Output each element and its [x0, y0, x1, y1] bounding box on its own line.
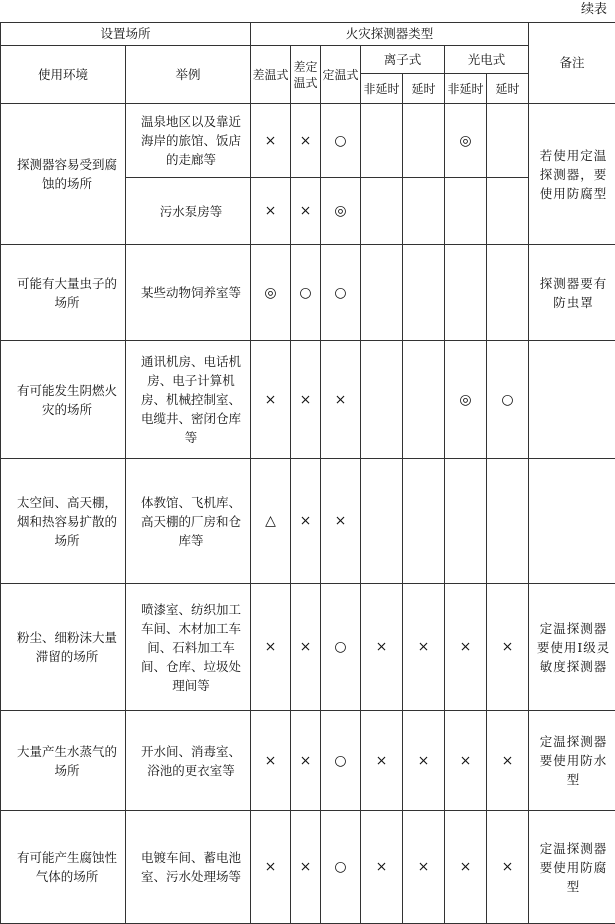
mark-cell: ×: [361, 584, 403, 711]
table-row: [1, 711, 615, 811]
mark-cell: ×: [403, 584, 445, 711]
remark-cell: [529, 341, 615, 459]
mark-cell: ○: [487, 341, 529, 459]
remark-cell: 定温探测器要使用防水型: [529, 711, 615, 811]
mark-cell: [445, 245, 487, 341]
header-detector-group: 火灾探测器类型: [251, 23, 529, 46]
mark-cell: ○: [321, 711, 361, 811]
table-row: [1, 104, 615, 178]
example-cell: 电镀车间、蓄电池室、污水处理场等: [126, 811, 251, 924]
mark-cell: ×: [321, 341, 361, 459]
mark-cell: ◎: [445, 341, 487, 459]
mark-cell: [361, 459, 403, 584]
mark-cell: ×: [291, 341, 321, 459]
remark-cell: 若使用定温探测器，要使用防腐型: [529, 104, 615, 245]
example-cell: 通讯机房、电话机房、电子计算机房、机械控制室、电缆井、密闭仓库等: [126, 341, 251, 459]
env-cell: 探测器容易受到腐蚀的场所: [1, 104, 126, 245]
mark-cell: ×: [361, 811, 403, 924]
mark-cell: ×: [251, 811, 291, 924]
mark-cell: ×: [445, 811, 487, 924]
mark-cell: [403, 245, 445, 341]
mark-cell: ×: [361, 711, 403, 811]
mark-cell: [445, 178, 487, 245]
mark-cell: [403, 104, 445, 178]
header-photo-non-delay: 非延时: [445, 74, 487, 104]
header-place-group: 设置场所: [1, 23, 251, 46]
header-fixed-temp: 定温式: [321, 46, 361, 104]
mark-cell: ×: [251, 104, 291, 178]
header-example: 举例: [126, 46, 251, 104]
env-cell: 有可能发生阴燃火灾的场所: [1, 341, 126, 459]
remark-cell: 定温探测器要使用Ⅰ级灵敏度探测器: [529, 584, 615, 711]
mark-cell: ×: [321, 459, 361, 584]
mark-cell: [361, 245, 403, 341]
mark-cell: ×: [291, 459, 321, 584]
example-cell: 污水泵房等: [126, 178, 251, 245]
mark-cell: [487, 245, 529, 341]
mark-cell: ×: [251, 711, 291, 811]
mark-cell: ×: [291, 104, 321, 178]
mark-cell: ×: [251, 178, 291, 245]
mark-cell: ◎: [445, 104, 487, 178]
header-diff-temp: 差温式: [251, 46, 291, 104]
mark-cell: ×: [487, 711, 529, 811]
env-cell: 可能有大量虫子的场所: [1, 245, 126, 341]
mark-cell: ○: [321, 104, 361, 178]
mark-cell: [403, 178, 445, 245]
env-cell: 太空间、高天棚，烟和热容易扩散的场所: [1, 459, 126, 584]
header-photo-delay: 延时: [487, 74, 529, 104]
mark-cell: [361, 341, 403, 459]
mark-cell: ×: [251, 341, 291, 459]
header-diff-fixed: 差定温式: [291, 46, 321, 104]
mark-cell: [445, 459, 487, 584]
header-ion-non-delay: 非延时: [361, 74, 403, 104]
detector-table: [0, 22, 615, 924]
mark-cell: ×: [445, 711, 487, 811]
header-ion: 离子式: [361, 46, 445, 74]
mark-cell: ○: [321, 584, 361, 711]
mark-cell: ○: [321, 245, 361, 341]
header-photo: 光电式: [445, 46, 529, 74]
env-cell: 大量产生水蒸气的场所: [1, 711, 126, 811]
table-row: [1, 811, 615, 924]
remark-cell: 定温探测器要使用防腐型: [529, 811, 615, 924]
mark-cell: [487, 178, 529, 245]
mark-cell: ○: [321, 811, 361, 924]
mark-cell: ×: [403, 811, 445, 924]
table-row: [1, 584, 615, 711]
env-cell: 粉尘、细粉沫大量滞留的场所: [1, 584, 126, 711]
mark-cell: ◎: [251, 245, 291, 341]
mark-cell: △: [251, 459, 291, 584]
remark-cell: 探测器要有防虫罩: [529, 245, 615, 341]
example-cell: 某些动物饲养室等: [126, 245, 251, 341]
header-ion-delay: 延时: [403, 74, 445, 104]
mark-cell: ○: [291, 245, 321, 341]
example-cell: 温泉地区以及靠近海岸的旅馆、饭店的走廊等: [126, 104, 251, 178]
table-row: [1, 245, 615, 341]
mark-cell: ×: [251, 584, 291, 711]
env-cell: 有可能产生腐蚀性气体的场所: [1, 811, 126, 924]
mark-cell: ×: [291, 711, 321, 811]
example-cell: 体教馆、飞机库、高天棚的厂房和仓库等: [126, 459, 251, 584]
header-remark: 备注: [529, 23, 615, 104]
remark-cell: [529, 459, 615, 584]
mark-cell: ◎: [321, 178, 361, 245]
mark-cell: [361, 104, 403, 178]
mark-cell: [403, 341, 445, 459]
mark-cell: ×: [291, 584, 321, 711]
mark-cell: [403, 459, 445, 584]
mark-cell: ×: [403, 711, 445, 811]
example-cell: 喷漆室、纺织加工车间、木材加工车间、石料加工车间、仓库、垃圾处理间等: [126, 584, 251, 711]
table-row: [1, 341, 615, 459]
table-row: [1, 459, 615, 584]
mark-cell: ×: [291, 811, 321, 924]
header-env: 使用环境: [1, 46, 126, 104]
mark-cell: ×: [487, 584, 529, 711]
mark-cell: ×: [487, 811, 529, 924]
mark-cell: ×: [445, 584, 487, 711]
mark-cell: [487, 459, 529, 584]
mark-cell: [487, 104, 529, 178]
mark-cell: [361, 178, 403, 245]
table-caption: 续表: [581, 0, 607, 20]
example-cell: 开水间、消毒室、浴池的更衣室等: [126, 711, 251, 811]
mark-cell: ×: [291, 178, 321, 245]
